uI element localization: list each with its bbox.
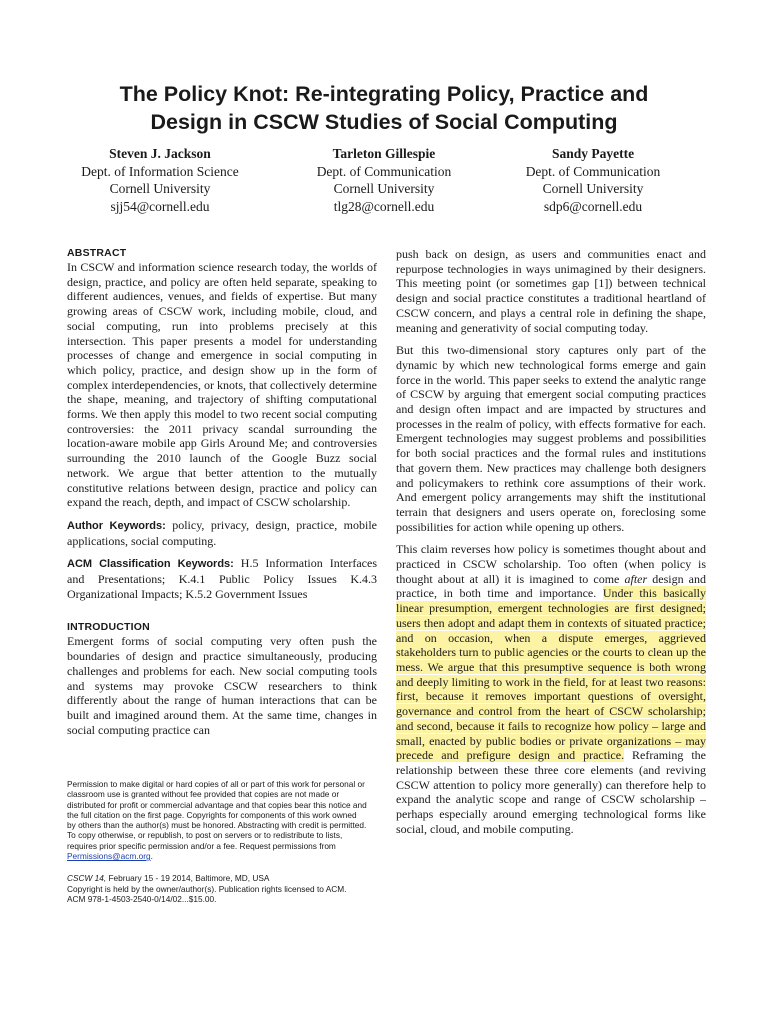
author-name: Sandy Payette (551, 146, 635, 161)
keywords-text: policy, privacy, design, practice, mobile applications, social computing. (67, 517, 378, 548)
acm-classification (67, 556, 377, 601)
author-gillespie (284, 145, 484, 215)
right-column (396, 247, 706, 836)
acm-class-label: ACM Classification Keywords: (67, 558, 234, 571)
author-name: Steven J. Jackson (109, 146, 211, 161)
title-line-2: Design in CSCW Studies of Social Computing (150, 110, 618, 134)
keywords-label: Author Keywords: (67, 519, 166, 532)
acm-class-text: H.5 Information Interfaces and Presentations; K.4.1 Public Policy Issues K.4.3 Organizational Impacts; K.5.2 Government Issues (67, 556, 378, 601)
author-jackson (60, 145, 260, 215)
author-name: Tarleton Gillespie (332, 146, 436, 161)
right-paragraph-2: But this two-dimensional story captures only part of the dynamic by which new technological forms emerge and gain force in the world. This paper seeks to extend the analytic range of CSCW by arguing that emergent social computing practices and design often impact and are impacted by structures and processes in the realm of policy, with effects formative for each. Emergent technologies may suggest problems and possibilities for both social practices and the formal rules and institutions that govern them. New practices may challenge both designers and policymakers to rethink core assumptions of their work. And emergent policy arrangements may shift the institutional terrain that designers and users operate on, foreclosing some possibilities for action while opening up others. (396, 343, 706, 534)
author-email[interactable]: sjj54@cornell.edu (110, 198, 210, 214)
abstract-heading: ABSTRACT (67, 247, 127, 259)
paper-title (60, 80, 708, 136)
right-paragraph-3 (396, 542, 706, 836)
para3-start: This claim reverses how policy is sometimes thought about and practiced in CSCW scholarship. Too often (when policy is thought about at all) it is imagined to come (396, 542, 706, 586)
author-keywords (67, 518, 377, 548)
conference-details: February 15 - 19 2014, Baltimore, MD, USA (106, 873, 270, 884)
para3-end: Reframing the relationship between these three core elements (and reviving CSCW attention to policy more generally) can therefore help to expand the analytic scope and range of CSCW scholarship – perhaps especially around emerging technological forms like social, cloud, and mobile computing. (396, 748, 706, 836)
introduction-text: Emergent forms of social computing very often push the boundaries of design and practice simultaneously, producing challenges and problems for each. New social computing tools and systems may provoke CSCW researchers to think differently about the range of human interactions that can be built and imagined around them. At the same time, changes in social computing practice can (67, 634, 377, 737)
introduction-heading: INTRODUCTION (67, 621, 150, 634)
abstract-text: In CSCW and information science research today, the worlds of design, practice, and policy are often held separate, speaking to different audiences, venues, and fields of expertise. But many growing areas of CSCW work, including mobile, cloud, and social computing, run into problems precisely at this intersection. This paper presents a model for understanding processes of change and emergence in social computing in which policy, practice, and design show up in the form of complex interdependencies, or knots, that collectively determine the shape, meaning, and trajectory of shifting computational forms. We then apply this model to two recent social computing controversies: the 2011 privacy scandal surrounding the location-aware mobile app Girls Around Me; and controversies surrounding the 2010 launch of the Google Buzz social network. We argue that better attention to the mutually constitutive relations between design, practice and policy can expand the reach, depth, and impact of CSCW scholarship. (67, 260, 377, 510)
para3-middle: design and practice, in both time and importance. (396, 571, 707, 601)
conference-name: CSCW 14, (67, 873, 107, 884)
author-dept: Dept. of Communication (525, 163, 661, 179)
author-email[interactable]: sdp6@cornell.edu (543, 198, 643, 214)
author-univ: Cornell University (109, 181, 211, 196)
para3-emphasis: after (624, 571, 648, 586)
author-dept: Dept. of Communication (316, 163, 452, 179)
copyright-line: Copyright is held by the owner/author(s). Publication rights licensed to ACM. (67, 883, 347, 894)
conference-info (67, 873, 367, 883)
left-column (67, 247, 377, 737)
title-line-1: The Policy Knot: Re-integrating Policy, Practice and (119, 82, 649, 106)
author-email[interactable]: tlg28@cornell.edu (333, 198, 435, 214)
permission-notice (67, 779, 367, 904)
highlighted-passage: Under this basically linear presumption, emergent technologies are first designed; users then adopt and adapt them in contexts of situated practice; and on occasion, when a dispute emerges, aggrieved stakeholders turn to public agencies or the courts to clean up the mess. We argue that this presumptive sequence is both wrong and deeply limiting to work in the field, for at least two reasons: first, because it removes important questions of oversight, governance and control from the heart of CSCW scholarship; and second, because it fails to recognize how policy – large and small, enacted by public bodies or private organizations – may precede and prefigure design and practice. (396, 586, 706, 763)
author-univ: Cornell University (333, 181, 435, 196)
author-dept: Dept. of Information Science (81, 163, 239, 179)
permission-period: . (150, 851, 153, 862)
permissions-email-link[interactable]: Permissions@acm.org (67, 851, 151, 862)
right-paragraph-1: push back on design, as users and communities enact and repurpose technologies in ways unimagined by their designers. This meeting point (or sometimes gap [1]) between technical design and social practice constitutes a traditional heartland of CSCW concern, and plays a central role in defining the shape, meaning and generativity of social computing today. (396, 247, 706, 335)
isbn-line: ACM 978-1-4503-2540-0/14/02...$15.00. (67, 893, 217, 904)
author-univ: Cornell University (542, 181, 644, 196)
permission-statement (67, 779, 367, 861)
permission-text: Permission to make digital or hard copies of all or part of this work for personal or classroom use is granted without fee provided that copies are not made or distributed for profit or commercial advantage and that copies bear this notice and the full citation on the first page. Copyrights for components of this work owned by others than the author(s) must be honored. Abstracting with credit is permitted. To copy otherwise, or republish, to post on servers or to redistribute to lists, requires prior specific permission and/or a fee. Request permissions from (67, 779, 367, 851)
author-payette (493, 145, 693, 215)
author-block (60, 145, 708, 217)
